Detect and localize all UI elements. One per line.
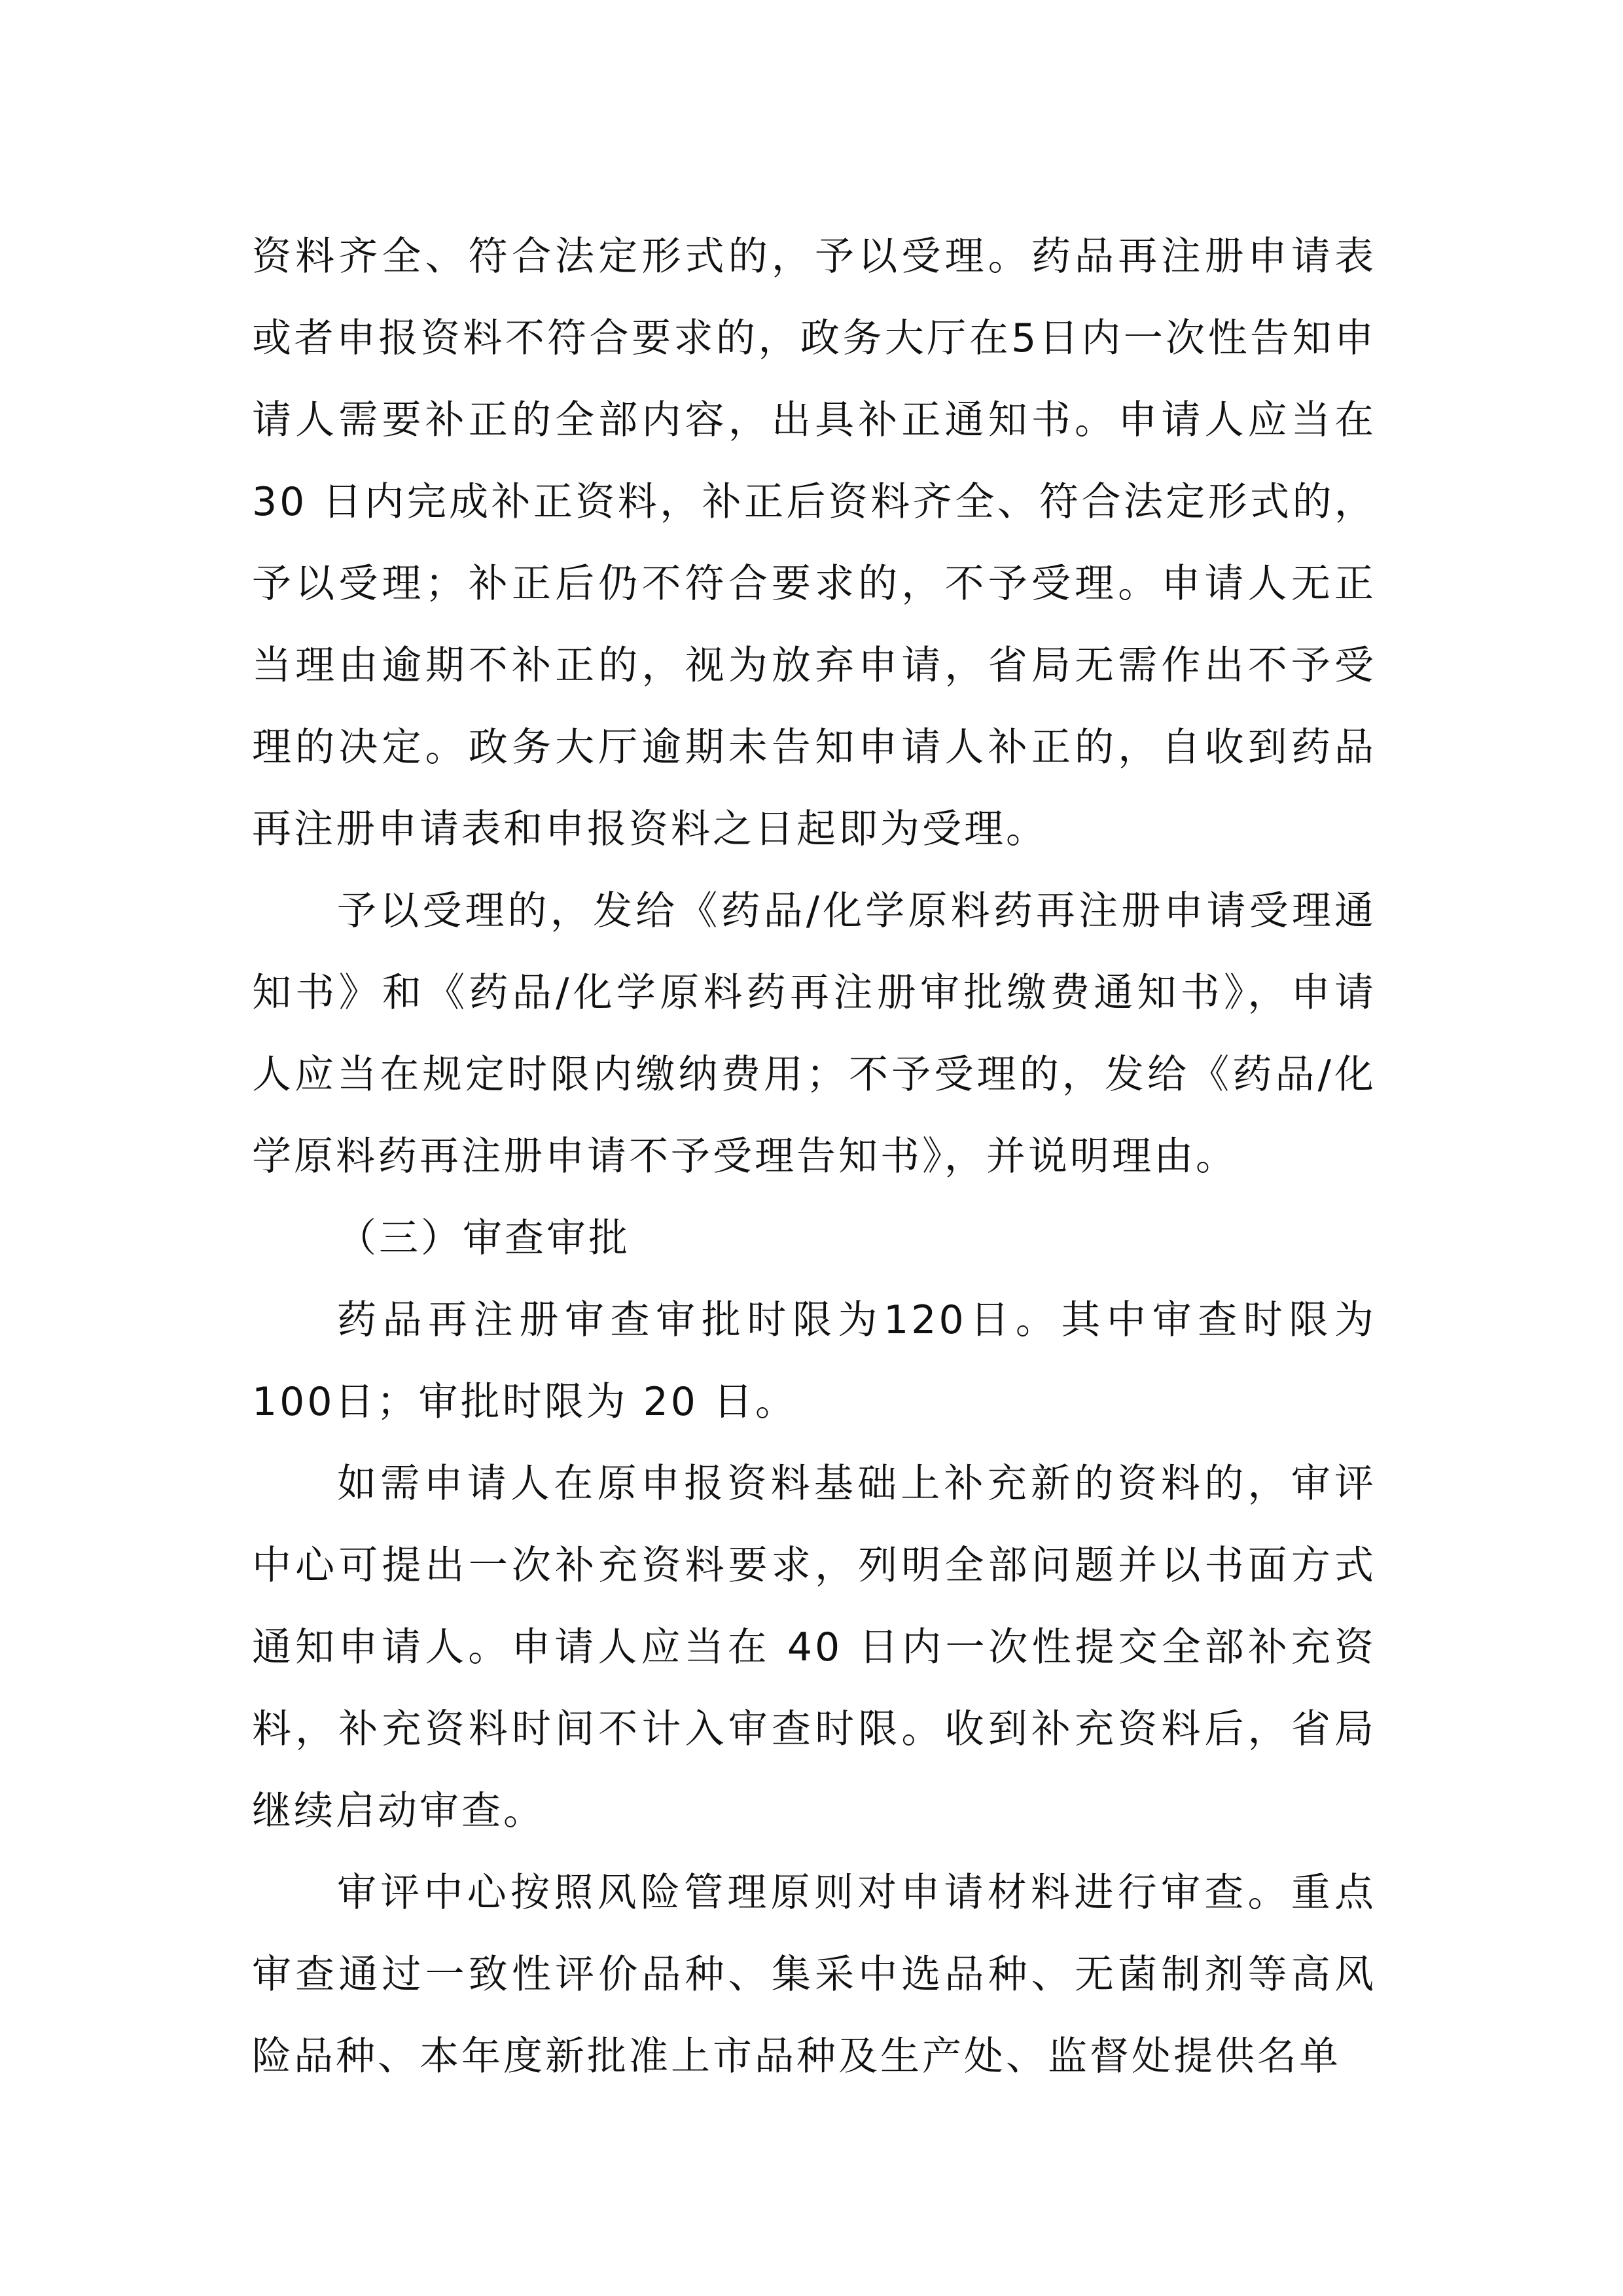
paragraph-risk-review: 审评中心按照风险管理原则对申请材料进行审查。重点审查通过一致性评价品种、集采中选品种、无菌制剂等高风险品种、本年度新批准上市品种及生产处、监督处提供名单: [252, 1870, 1376, 2079]
paragraph-acceptance-notices: 予以受理的，发给《药品/化学原料药再注册申请受理通知书》和《药品/化学原料药再注册审批缴费通知书》，申请人应当在规定时限内缴纳费用；不予受理的，发给《药品/化学原料药再注册申请不予受理告知书》，并说明理由。: [252, 888, 1376, 1179]
section-heading-review-approval: （三）审查审批: [337, 1215, 630, 1261]
paragraph-time-limits: 药品再注册审查审批时限为120日。其中审查时限为100日；审批时限为 20 日。: [252, 1297, 1376, 1425]
paragraph-acceptance-rules: 资料齐全、符合法定形式的，予以受理。药品再注册申请表或者申报资料不符合要求的，政务大厅在5日内一次性告知申请人需要补正的全部内容，出具补正通知书。申请人应当在 30 日内完成补正资料，补正后资料齐全、符合法定形式的，予以受理；补正后仍不符合要求的，不予受理。申请人无正当理由逾期不补正的，视为放弃申请，省局无需作出不予受理的决定。政务大厅逾期未告知申请人补正的，自收到药品再注册申请表和申报资料之日起即为受理。: [252, 234, 1376, 852]
document-page: [252, 216, 1376, 2098]
paragraph-supplementary-materials: 如需申请人在原申报资料基础上补充新的资料的，审评中心可提出一次补充资料要求，列明全部问题并以书面方式通知申请人。申请人应当在 40 日内一次性提交全部补充资料，补充资料时间不计入审查时限。收到补充资料后，省局继续启动审查。: [252, 1461, 1376, 1834]
